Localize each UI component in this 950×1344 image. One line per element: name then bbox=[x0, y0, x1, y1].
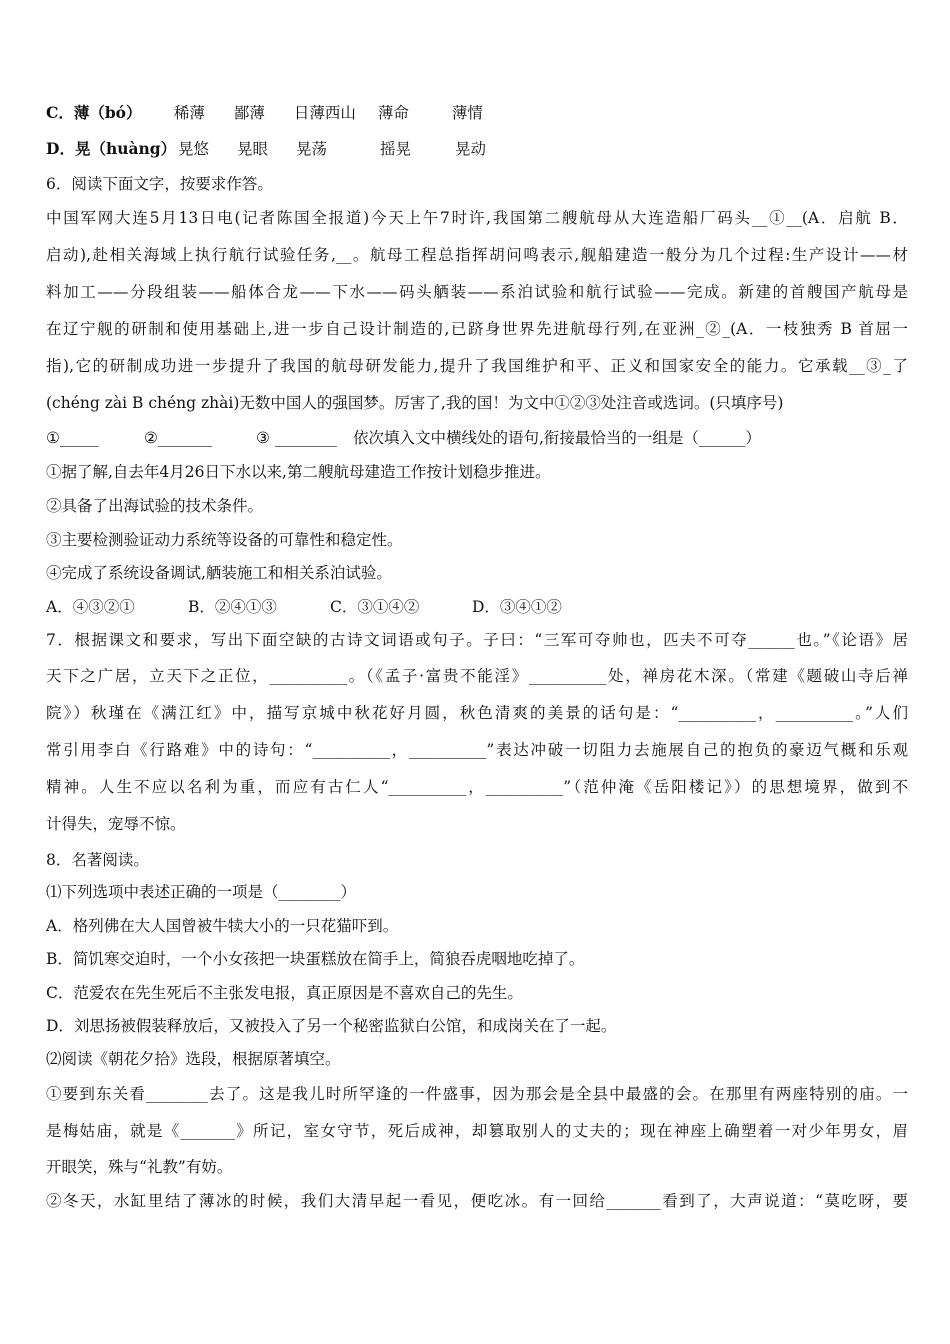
q6-sentence: ③主要检测验证动力系统等设备的可靠性和稳定性。 bbox=[46, 531, 403, 549]
choice: A．④③②① bbox=[46, 598, 135, 616]
word: 薄情 bbox=[451, 104, 483, 122]
option-letter: D． bbox=[46, 139, 75, 158]
q8-option-a: A．格列佛在大人国曾被牛犊大小的一只花猫吓到。 bbox=[46, 917, 399, 935]
q8-reading-line: 开眼笑，殊与“礼教”有妨。 bbox=[46, 1158, 233, 1176]
choice: B．②④①③ bbox=[188, 598, 277, 616]
q6-passage-line: 中国军网大连5月13日电(记者陈国全报道)今天上午7时许,我国第二艘航母从大连造船厂码头__①__(A．启航 B． bbox=[46, 209, 908, 227]
q8-reading-line: 是梅姑庙，就是《_______》所记，室女守节，死后成神，却篡取别人的丈夫的；现在神座上确塑着一对少年男女，眉 bbox=[46, 1122, 908, 1140]
q8-subquestion-1: ⑴下列选项中表述正确的一项是（________） bbox=[46, 883, 357, 901]
q6-passage-line: (chéng zài B chéng zhài)无数中国人的强国梦。厉害了,我的国！为文中①②③处注音或选词。(只填序号) bbox=[46, 394, 784, 412]
word: 晃眼 bbox=[236, 140, 268, 158]
q8-option-c: C．范爱农在先生死后不主张发电报，真正原因是不喜欢自己的先生。 bbox=[46, 984, 523, 1002]
q6-subquestion: 依次填入文中横线处的语句,衔接最恰当的一组是（______） bbox=[353, 429, 761, 447]
q6-passage-line: 料加工——分段组装——船体合龙——下水——码头舾装——系泊试验和航行试验——完成。新建的首艘国产航母是 bbox=[46, 283, 908, 301]
word: 薄命 bbox=[377, 104, 409, 122]
q6-answer-line bbox=[46, 428, 908, 448]
blank-mid: __ bbox=[335, 246, 352, 264]
q7-line: 天下之广居，立天下之正位，__________。（《孟子·富贵不能淫》__________处，禅房花木深。（常建《题破山寺后禅 bbox=[46, 667, 908, 685]
q6-passage-line: 启动),赴相关海域上执行航行试验任务,__。航母工程总指挥胡问鸣表示,舰船建造一般分为几个过程:生产设计——材 bbox=[46, 246, 909, 264]
q8-option-d: D．刘思扬被假装释放后，又被投入了另一个秘密监狱白公馆，和成岗关在了一起。 bbox=[46, 1017, 617, 1035]
q7-line: 院》）秋瑾在《满江红》中，描写京城中秋花好月圆，秋色清爽的美景的话句是：“__________，__________。”人们 bbox=[46, 704, 908, 722]
word: 晃悠 bbox=[177, 140, 209, 158]
option-letter: C． bbox=[46, 103, 74, 122]
option-head: 晃（huàng） bbox=[74, 139, 177, 158]
q6-passage-line: 指),它的研制成功进一步提升了我国的航母研发能力,提升了我国维护和平、正义和国家安全的能力。它承载__③_了 bbox=[46, 357, 908, 375]
q6-title: 6．阅读下面文字，按要求作答。 bbox=[46, 175, 273, 193]
blank-2: _②_ bbox=[695, 320, 731, 338]
q6-sentence: ④完成了系统设备调试,舾装施工和相关系泊试验。 bbox=[46, 564, 392, 582]
word: 晃荡 bbox=[295, 140, 327, 158]
option-head: 薄（bó） bbox=[73, 103, 142, 122]
q8-reading-line: ①要到东关看________去了。这是我儿时所罕逢的一件盛事，因为那会是全县中最盛的会。在那里有两座特别的庙。一 bbox=[46, 1085, 908, 1103]
answer-blank-1: ①_____ bbox=[46, 429, 99, 447]
q6-choices bbox=[46, 597, 908, 617]
word: 稀薄 bbox=[173, 104, 205, 122]
q6-passage-line: 在辽宁舰的研制和使用基础上,进一步自己设计制造的,已跻身世界先进航母行列,在亚洲_②_(A．一枝独秀 B 首屈一 bbox=[46, 320, 908, 338]
choice: C．③①④② bbox=[330, 598, 420, 616]
q5-option-d bbox=[46, 139, 908, 159]
word: 日薄西山 bbox=[293, 104, 356, 122]
q7-line: 常引用李白《行路难》中的诗句：“__________，__________”表达冲破一切阻力去施展自己的抱负的豪迈气概和乐观 bbox=[46, 741, 908, 759]
q8-reading-line: ②冬天，水缸里结了薄冰的时候，我们大清早起一看见，便吃冰。有一回给_______看到了，大声说道：“莫吃呀，要 bbox=[46, 1192, 908, 1210]
q5-option-c bbox=[46, 103, 908, 123]
q7-line: 7．根据课文和要求，写出下面空缺的古诗文词语或句子。子曰：“三军可夺帅也，匹夫不可夺______也。”《论语》居 bbox=[46, 631, 908, 649]
q6-sentence: ②具备了出海试验的技术条件。 bbox=[46, 497, 264, 515]
q7-line: 计得失，宠辱不惊。 bbox=[46, 815, 186, 833]
word: 晃动 bbox=[454, 140, 486, 158]
choice: D．③④①② bbox=[472, 598, 562, 616]
q7-line: 精神。人生不应以名利为重，而应有古仁人“__________，__________”（范仲淹《岳阳楼记》）的思想境界，做到不 bbox=[46, 778, 908, 796]
word: 鄙薄 bbox=[233, 104, 265, 122]
blank-1: __①__ bbox=[751, 209, 802, 227]
word: 摇晃 bbox=[379, 140, 411, 158]
q8-title: 8．名著阅读。 bbox=[46, 851, 149, 869]
blank-3: __③_ bbox=[849, 357, 891, 375]
answer-blank-2: ②_______ bbox=[144, 429, 213, 447]
q8-subquestion-2: ⑵阅读《朝花夕拾》选段，根据原著填空。 bbox=[46, 1050, 341, 1068]
q6-sentence: ①据了解,自去年4月26日下水以来,第二艘航母建造工作按计划稳步推进。 bbox=[46, 463, 551, 481]
q8-option-b: B．简饥寒交迫时，一个小女孩把一块蛋糕放在简手上，简狼吞虎咽地吃掉了。 bbox=[46, 950, 585, 968]
answer-blank-3: ③ ________ bbox=[256, 429, 337, 447]
